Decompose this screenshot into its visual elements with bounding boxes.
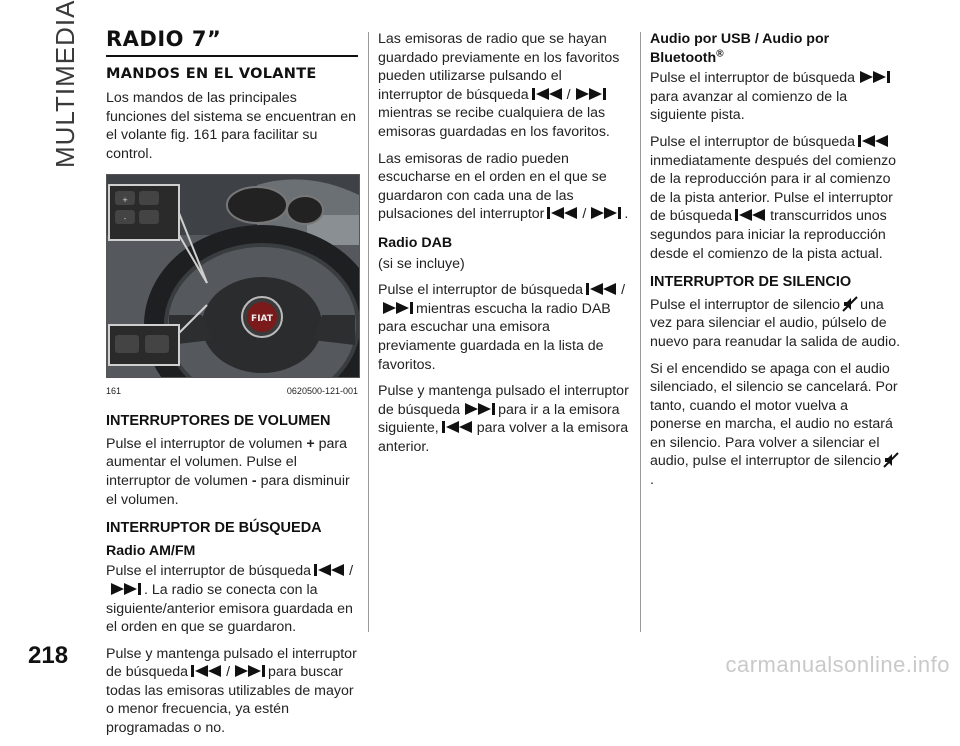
steering-wheel-figure	[106, 174, 360, 378]
track-next-icon	[462, 401, 496, 417]
track-next-icon	[108, 581, 142, 597]
am-fm-heading: Radio AM/FM	[106, 542, 196, 559]
track-prev-icon	[585, 281, 619, 297]
registered-mark: ®	[716, 47, 724, 59]
steering-wheel-illustration	[107, 175, 359, 377]
usb-text-2: Pulse el interruptor de búsqueda inmediatamente después del comienzo de la reproducción para ir al comienzo de la pista anterior. Pulse el interruptor de búsqueda transcurridos unos segundos para iniciar la reproducción desde el comienzo de la pista actual.	[650, 133, 897, 262]
track-next-icon	[588, 205, 622, 221]
column-divider	[368, 32, 369, 632]
dab-text-2: Pulse y mantenga pulsado el interruptor de búsqueda para ir a la emisora siguiente, para volver a la emisora anterior.	[378, 383, 629, 455]
volume-text: Pulse el interruptor de volumen + para aumentar el volumen. Pulse el interruptor de volumen - para disminuir el volumen.	[106, 435, 350, 508]
track-next-icon	[857, 69, 891, 85]
search-heading: INTERRUPTOR DE BÚSQUEDA	[106, 520, 322, 537]
dab-note: (si se incluye)	[378, 255, 465, 272]
mute-icon	[842, 296, 858, 312]
page-title: RADIO 7”	[106, 27, 222, 51]
plus-icon: +	[306, 435, 315, 452]
usb-bt-heading: Audio por USB / Audio por Bluetooth®	[650, 31, 830, 66]
figure-caption	[106, 382, 358, 401]
figure-code: 0620500-121-001	[286, 385, 358, 396]
column-2	[378, 30, 630, 464]
dab-text-1: Pulse el interruptor de búsqueda / mientras escucha la radio DAB para escuchar una emisora previamente guardada en la lista de favoritos.	[378, 282, 626, 373]
track-prev-icon	[190, 663, 224, 679]
intro-text: Los mandos de las principales funciones del sistema se encuentran en el volante fig. 161 para facilitar su control.	[106, 90, 357, 162]
track-prev-icon	[734, 207, 768, 223]
mute-heading: INTERRUPTOR DE SILENCIO	[650, 274, 852, 291]
column-3	[650, 30, 902, 498]
svg-text:+: +	[122, 195, 128, 204]
side-tab-label: MULTIMEDIA	[50, 0, 80, 168]
mute-text-1: Pulse el interruptor de silencio una vez para silenciar el audio, púlselo de nuevo para reanudar la salida de audio.	[650, 296, 901, 350]
search-text-4: Las emisoras de radio pueden escucharse en el orden en el que se guardaron con cada una de las pulsaciones del interruptor / .	[378, 150, 629, 223]
search-text-2: Pulse y mantenga pulsado el interruptor de búsqueda / para buscar todas las emisoras utilizables de mayor o menor frecuencia, ya estén programadas o no.	[106, 645, 357, 737]
track-prev-icon	[546, 205, 580, 221]
svg-text:-: -	[123, 214, 127, 223]
track-prev-icon	[313, 562, 347, 578]
mute-icon	[883, 452, 899, 468]
track-next-icon	[232, 663, 266, 679]
search-text-3: Las emisoras de radio que se hayan guardado previamente en los favoritos pueden utilizarse pulsando el interruptor de búsqueda / mientras se recibe cualquiera de las emisoras guardadas en los favoritos.	[378, 31, 620, 140]
search-text-1: Pulse el interruptor de búsqueda / . La radio se conecta con la siguiente/anterior emisora guardada en el orden en que se guardaron.	[106, 563, 354, 636]
watermark: carmanualsonline.info	[725, 652, 950, 677]
title-rule	[106, 55, 358, 57]
mute-text-2: Si el encendido se apaga con el audio silenciado, el silencio se cancelará. Por tanto, cuando el motor vuelva a ponerse en marcha, el audio no estará en silencio. Para volver a silenciar el audio, pulse el interruptor de silencio .	[650, 360, 898, 489]
track-prev-icon	[531, 86, 565, 102]
track-next-icon	[380, 300, 414, 316]
side-tab	[50, 0, 80, 168]
track-prev-icon	[857, 133, 891, 149]
section-title: MANDOS EN EL VOLANTE	[106, 65, 317, 82]
column-divider	[640, 32, 641, 632]
dab-heading: Radio DAB	[378, 234, 453, 251]
column-1	[106, 27, 358, 746]
page-number: 218	[28, 642, 69, 669]
svg-text:FIAT: FIAT	[251, 313, 273, 324]
usb-text-1: Pulse el interruptor de búsqueda para avanzar al comienzo de la siguiente pista.	[650, 69, 902, 125]
track-prev-icon	[441, 419, 475, 435]
volume-heading: INTERRUPTORES DE VOLUMEN	[106, 413, 331, 430]
figure-number: 161	[106, 385, 122, 396]
track-next-icon	[573, 86, 607, 102]
minus-icon: -	[251, 472, 257, 489]
